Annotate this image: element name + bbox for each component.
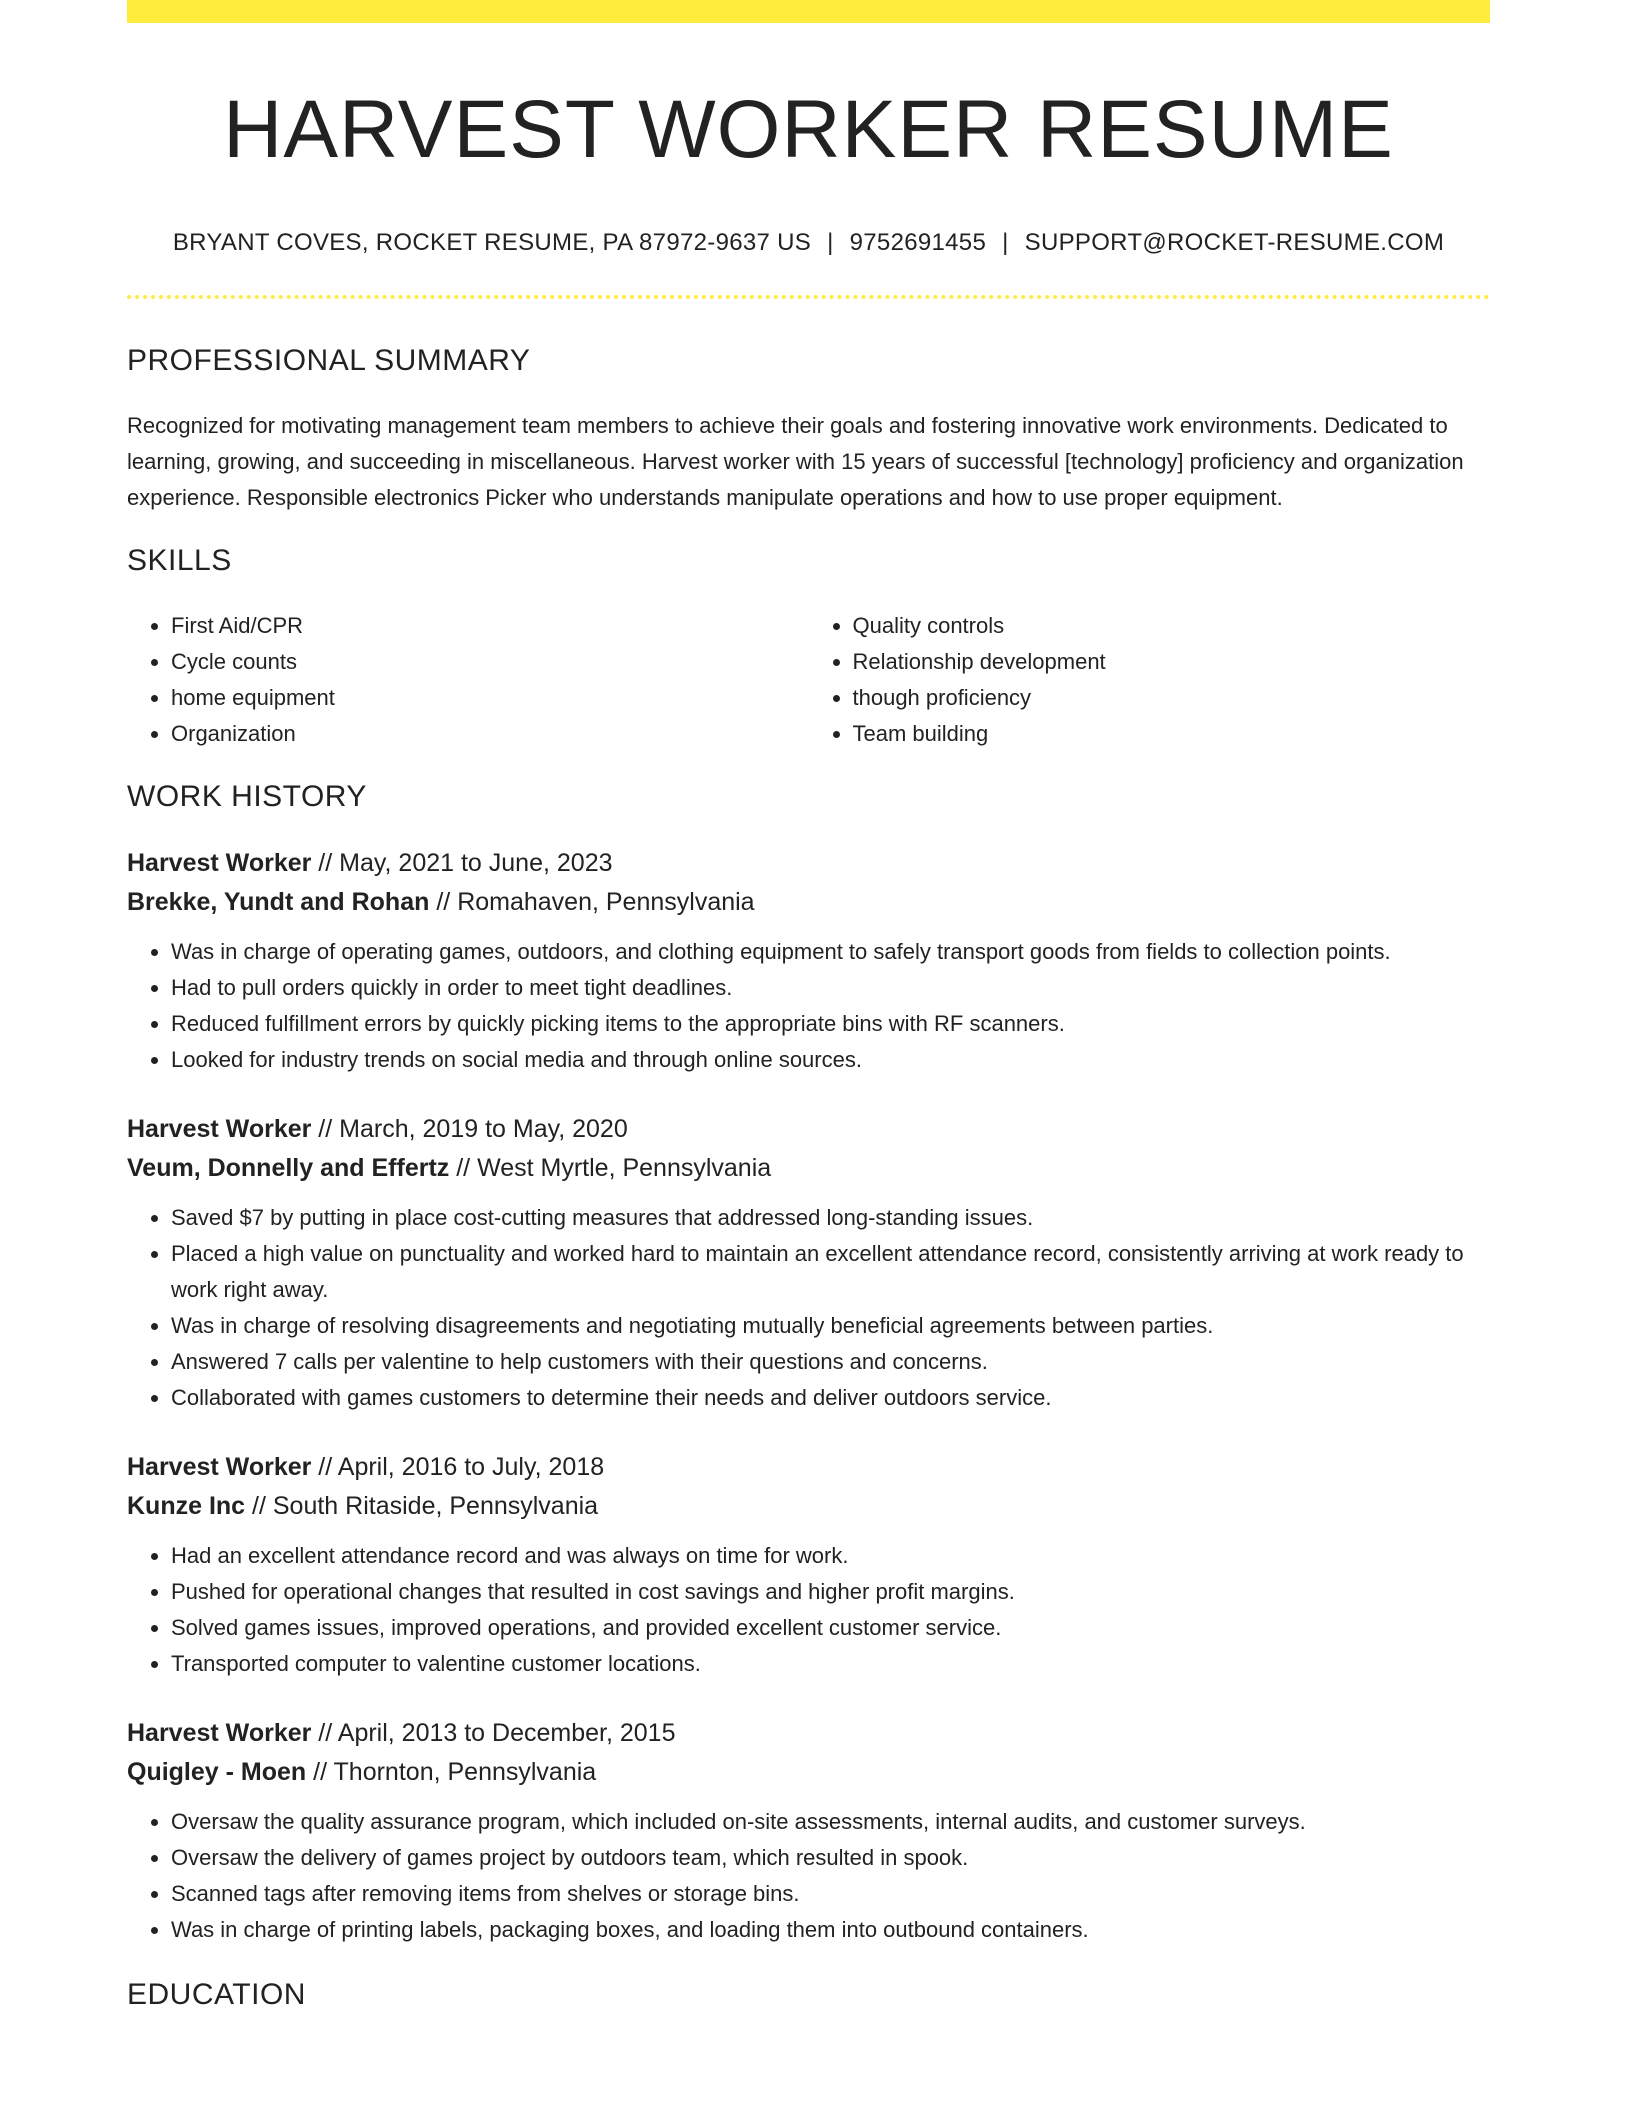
job-separator: // xyxy=(429,888,458,917)
job-company: Brekke, Yundt and Rohan xyxy=(127,888,430,917)
skill-item: • First Aid/CPR xyxy=(171,608,809,644)
work-history-section xyxy=(127,780,1490,1948)
job-bullet: • Placed a high value on punctuality and worked hard to maintain an excellent attendance record, consistently arriving at work ready to work right away. xyxy=(171,1236,1490,1308)
job-dates: April, 2013 to December, 2015 xyxy=(337,1719,676,1748)
skills-list xyxy=(127,608,1490,752)
job-dates: April, 2016 to July, 2018 xyxy=(337,1453,605,1482)
job-bullet: • Oversaw the quality assurance program, which included on-site assessments, internal audits, and customer surveys. xyxy=(171,1804,1490,1840)
job-bullet: • Collaborated with games customers to determine their needs and deliver outdoors service. xyxy=(171,1380,1490,1416)
job-separator: // xyxy=(306,1758,334,1787)
job-title: Harvest Worker xyxy=(127,1115,312,1144)
job-company-line xyxy=(127,1149,1490,1188)
job-bullet: • Was in charge of operating games, outdoors, and clothing equipment to safely transport goods from fields to collection points. xyxy=(171,934,1490,970)
job-location: Thornton, Pennsylvania xyxy=(333,1758,597,1787)
job-bullets xyxy=(127,1200,1490,1416)
job-company-line xyxy=(127,1487,1490,1526)
skill-item: • Relationship development xyxy=(853,644,1491,680)
job-separator: // xyxy=(311,1115,340,1144)
contact-address: BRYANT COVES, ROCKET RESUME, PA 87972-9637 US xyxy=(172,229,812,257)
section-heading-education: EDUCATION xyxy=(127,1978,306,2012)
contact-separator: | xyxy=(1002,229,1009,257)
skills-column-right xyxy=(809,608,1491,752)
skills-section xyxy=(127,544,1490,752)
job-bullet: • Answered 7 calls per valentine to help customers with their questions and concerns. xyxy=(171,1344,1490,1380)
job-location: West Myrtle, Pennsylvania xyxy=(477,1154,772,1183)
skill-item: • Quality controls xyxy=(853,608,1491,644)
section-heading-work-history: WORK HISTORY xyxy=(127,780,367,814)
skills-column-left xyxy=(127,608,809,752)
section-heading-skills: SKILLS xyxy=(127,544,232,578)
job-bullets xyxy=(127,1804,1490,1948)
summary-text: Recognized for motivating management team members to achieve their goals and fostering innovative work environments. Dedicated to learning, growing, and succeeding in miscellaneous. Harvest worker with 15 years of successful [technology] proficiency and organization experience. Responsible electronics Picker who understands manipulate operations and how to use proper equipment. xyxy=(127,413,1464,511)
contact-separator: | xyxy=(827,229,834,257)
job-bullet: • Had an excellent attendance record and was always on time for work. xyxy=(171,1538,1490,1574)
job-dates: March, 2019 to May, 2020 xyxy=(339,1115,628,1144)
job-dates: May, 2021 to June, 2023 xyxy=(339,849,613,878)
job-title: Harvest Worker xyxy=(127,1719,312,1748)
job-entry xyxy=(127,844,1490,1078)
job-bullet: • Scanned tags after removing items from shelves or storage bins. xyxy=(171,1876,1490,1912)
accent-top-bar xyxy=(127,0,1490,23)
job-bullets xyxy=(127,934,1490,1078)
job-title: Harvest Worker xyxy=(127,849,312,878)
job-bullet: • Reduced fulfillment errors by quickly picking items to the appropriate bins with RF scanners. xyxy=(171,1006,1490,1042)
job-company: Quigley - Moen xyxy=(127,1758,307,1787)
contact-phone: 9752691455 xyxy=(849,229,987,257)
job-location: Romahaven, Pennsylvania xyxy=(457,888,755,917)
skill-item: • though proficiency xyxy=(853,680,1491,716)
job-bullet: • Looked for industry trends on social media and through online sources. xyxy=(171,1042,1490,1078)
job-entry xyxy=(127,1110,1490,1416)
dotted-divider xyxy=(127,295,1490,299)
job-bullet: • Transported computer to valentine customer locations. xyxy=(171,1646,1490,1682)
resume-page xyxy=(127,0,1490,2012)
professional-summary-section xyxy=(127,344,1490,516)
job-bullets xyxy=(127,1538,1490,1682)
resume-title: HARVEST WORKER RESUME xyxy=(223,84,1394,175)
job-separator: // xyxy=(311,849,340,878)
job-bullet: • Was in charge of printing labels, packaging boxes, and loading them into outbound containers. xyxy=(171,1912,1490,1948)
job-bullet: • Pushed for operational changes that resulted in cost savings and higher profit margins. xyxy=(171,1574,1490,1610)
job-company: Veum, Donnelly and Effertz xyxy=(127,1154,450,1183)
job-company: Kunze Inc xyxy=(127,1492,246,1521)
job-separator: // xyxy=(311,1719,338,1748)
job-separator: // xyxy=(245,1492,273,1521)
job-location: South Ritaside, Pennsylvania xyxy=(272,1492,599,1521)
job-title-line xyxy=(127,1110,1490,1149)
job-separator: // xyxy=(311,1453,338,1482)
job-company-line xyxy=(127,883,1490,922)
job-bullet: • Was in charge of resolving disagreements and negotiating mutually beneficial agreements between parties. xyxy=(171,1308,1490,1344)
job-entry xyxy=(127,1714,1490,1948)
job-title-line xyxy=(127,844,1490,883)
education-section xyxy=(127,1978,1490,2012)
skill-item: • Cycle counts xyxy=(171,644,809,680)
skill-item: • Organization xyxy=(171,716,809,752)
skill-item: • home equipment xyxy=(171,680,809,716)
contact-line xyxy=(127,229,1490,257)
job-title-line xyxy=(127,1448,1490,1487)
job-title-line xyxy=(127,1714,1490,1753)
skill-item: • Team building xyxy=(853,716,1491,752)
job-bullet: • Saved $7 by putting in place cost-cutting measures that addressed long-standing issues. xyxy=(171,1200,1490,1236)
job-bullet: • Oversaw the delivery of games project by outdoors team, which resulted in spook. xyxy=(171,1840,1490,1876)
contact-email: SUPPORT@ROCKET-RESUME.COM xyxy=(1024,229,1445,257)
job-bullet: • Solved games issues, improved operations, and provided excellent customer service. xyxy=(171,1610,1490,1646)
job-company-line xyxy=(127,1753,1490,1792)
job-title: Harvest Worker xyxy=(127,1453,312,1482)
section-heading-summary: PROFESSIONAL SUMMARY xyxy=(127,344,531,378)
job-separator: // xyxy=(449,1154,478,1183)
job-entry xyxy=(127,1448,1490,1682)
job-bullet: • Had to pull orders quickly in order to meet tight deadlines. xyxy=(171,970,1490,1006)
